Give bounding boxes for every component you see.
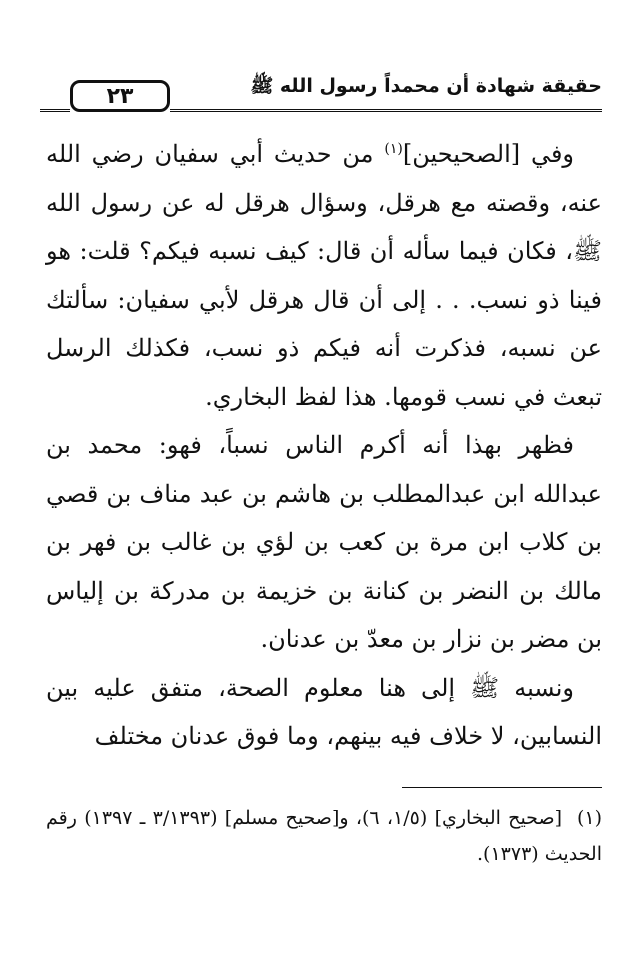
paragraph-1 bbox=[46, 130, 602, 421]
footnote-reference: (١) bbox=[384, 141, 403, 157]
paragraph-1-start: وفي [الصحيحين] bbox=[402, 140, 575, 168]
footnote-separator bbox=[402, 787, 602, 788]
page-header bbox=[40, 70, 602, 120]
header-rule bbox=[170, 109, 602, 112]
paragraph-3: ونسبه ﷺ إلى هنا معلوم الصحة، متفق عليه بين النسابين، لا خلاف فيه بينهم، وما فوق عدنان مختلف bbox=[46, 673, 602, 750]
header-rule-left bbox=[40, 109, 70, 112]
main-text bbox=[46, 130, 602, 761]
footnotes bbox=[46, 800, 602, 872]
footnote-number: (١) bbox=[576, 807, 602, 829]
running-title: حقيقة شهادة أن محمداً رسول الله ﷺ bbox=[250, 75, 602, 97]
footnote-1 bbox=[46, 800, 602, 872]
page-number: ٢٣ bbox=[70, 80, 170, 112]
paragraph-1-rest: من حديث أبي سفيان رضي الله عنه، وقصته مع هرقل، وسؤال هرقل له عن رسول الله ﷺ، فكان فيما سأله أن قال: كيف نسبه فيكم؟ قلت: هو فينا ذو نسب. . . إلى أن قال هرقل لأبي سفيان: سألتك عن نسبه، فذكرت أنه فيكم ذو نسب، فكذلك الرسل تبعث في نسب قومها. هذا لفظ البخاري. bbox=[46, 140, 602, 411]
paragraph-2: فظهر بهذا أنه أكرم الناس نسباً، فهو: محمد بن عبدالله ابن عبدالمطلب بن هاشم بن عبد مناف بن قصي بن كلاب ابن مرة بن كعب بن لؤي بن غالب بن فهر بن مالك بن النضر بن كنانة بن خزيمة بن مدركة بن إلياس بن مضر بن نزار بن معدّ بن عدنان. bbox=[46, 431, 602, 653]
footnote-text: [صحيح البخاري] (١/٥، ٦)، و[صحيح مسلم] (٣/١٣٩٣ ـ ١٣٩٧) رقم الحديث (١٣٧٣). bbox=[46, 807, 602, 865]
